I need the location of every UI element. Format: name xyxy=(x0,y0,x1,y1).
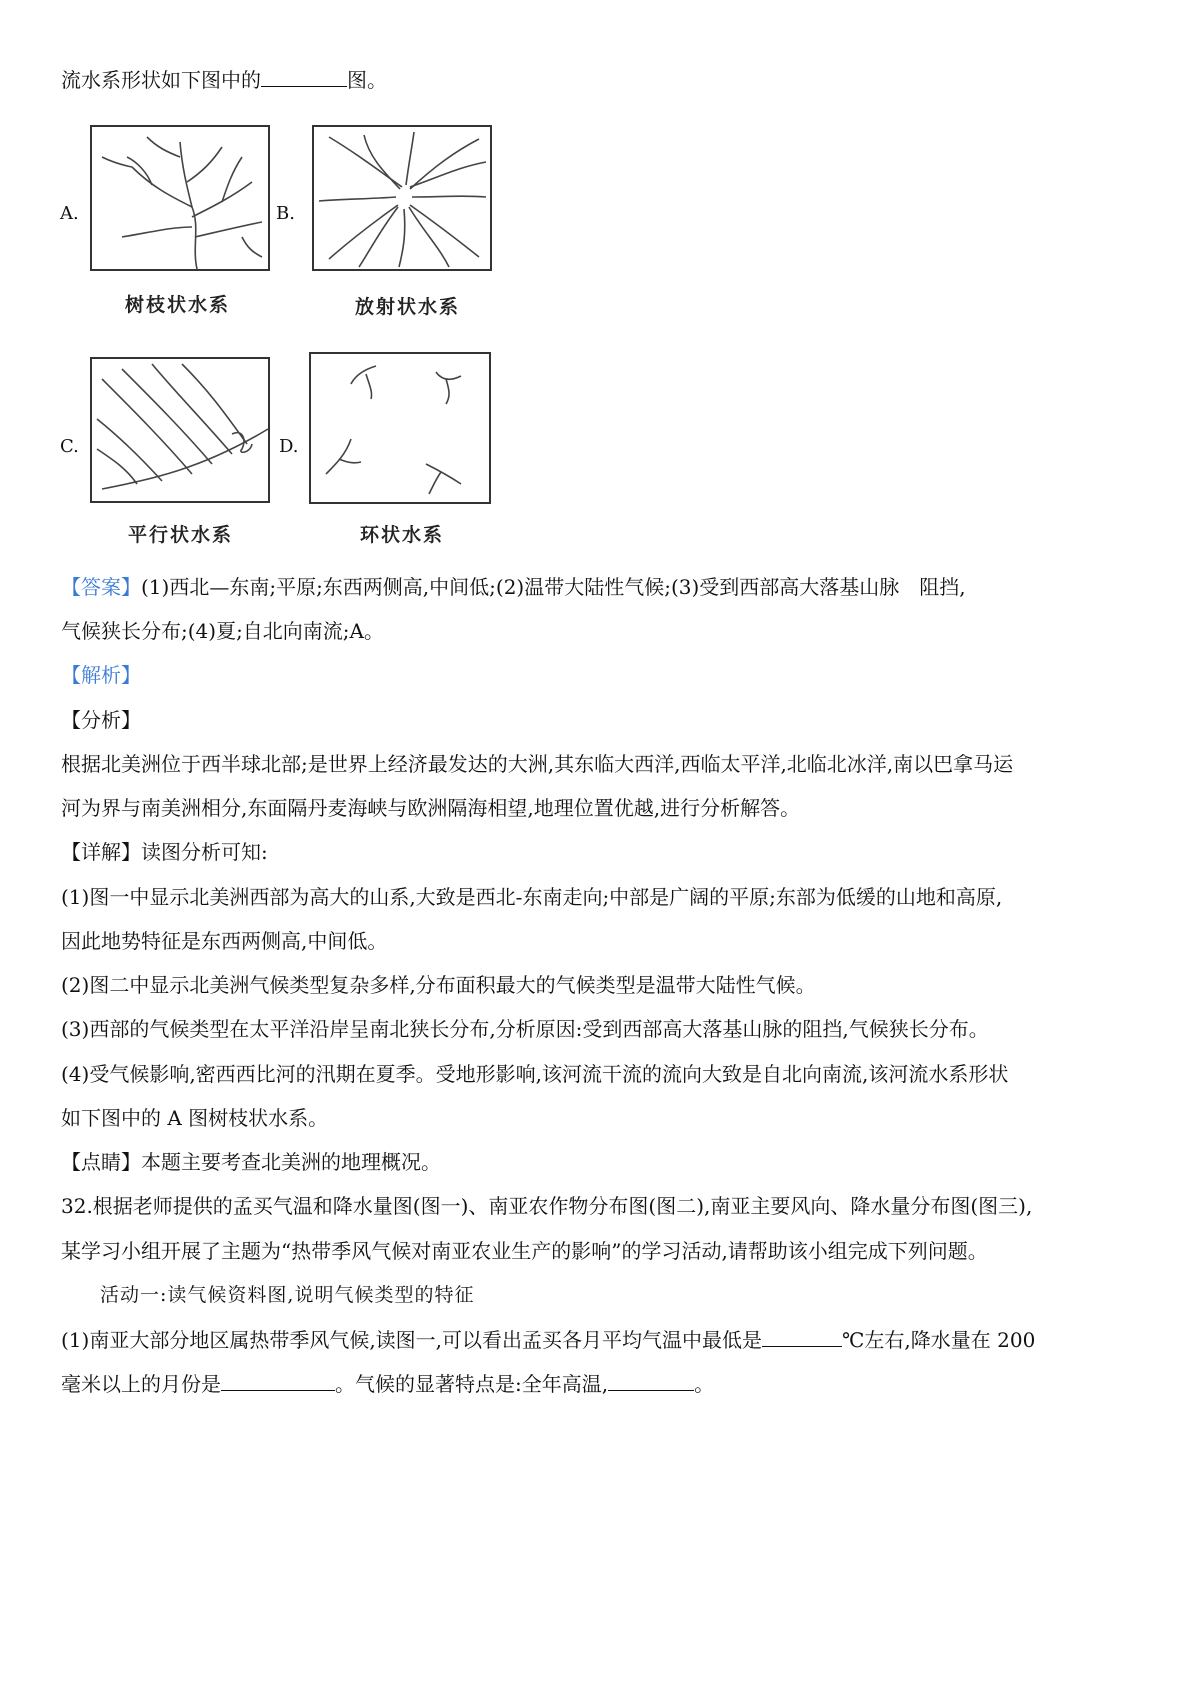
paragraph: (1)图一中显示北美洲西部为高大的山系,大致是西北-东南走向;中部是广阔的平原;东部为低缓的山地和高原, xyxy=(61,885,1003,909)
dendritic-drainage-figure xyxy=(90,125,270,271)
radial-drainage-figure xyxy=(312,125,492,271)
paragraph: 根据北美洲位于西半球北部;是世界上经济最发达的大洲,其东临大西洋,西临太平洋,北临北冰洋,南以巴拿马运 xyxy=(61,752,1014,776)
option-c-label: C. xyxy=(60,436,79,457)
answer-blank[interactable] xyxy=(261,66,347,87)
subquestion-1-line-2 xyxy=(61,1370,714,1397)
answer-line-2: 气候狭长分布;(4)夏;自北向南流;A。 xyxy=(61,619,384,643)
text: 。 xyxy=(694,1372,715,1396)
fenxi-tag: 【分析】 xyxy=(61,708,141,732)
question-fragment xyxy=(61,66,387,93)
option-a-label: A. xyxy=(60,203,79,224)
detail-tag: 【详解】读图分析可知: xyxy=(61,840,268,864)
answer-blank[interactable] xyxy=(608,1370,694,1391)
annular-drainage-figure xyxy=(309,352,491,504)
figure-caption-a: 树枝状水系 xyxy=(125,294,231,316)
paragraph: 因此地势特征是东西两侧高,中间低。 xyxy=(61,929,388,953)
activity-one-heading: 活动一:读气候资料图,说明气候类型的特征 xyxy=(100,1284,475,1306)
text: (1)西北—东南;平原;东西两侧高,中间低;(2)温带大陆性气候;(3)受到西部高大落基山脉 阻挡, xyxy=(141,575,966,599)
answer-line-1 xyxy=(61,574,966,600)
parallel-drainage-drawing xyxy=(92,359,268,501)
paragraph: 河为界与南美洲相分,东面隔丹麦海峡与欧洲隔海相望,地理位置优越,进行分析解答。 xyxy=(61,796,801,820)
figure-caption-c: 平行状水系 xyxy=(128,524,234,546)
question-32-line-2: 某学习小组开展了主题为“热带季风气候对南亚农业生产的影响”的学习活动,请帮助该小组完成下列问题。 xyxy=(61,1239,988,1263)
text: 图。 xyxy=(347,68,387,92)
parallel-drainage-figure xyxy=(90,357,270,503)
figure-caption-b: 放射状水系 xyxy=(355,296,461,318)
question-32-line-1: 32.根据老师提供的孟买气温和降水量图(图一)、南亚农作物分布图(图二),南亚主要风向、降水量分布图(图三), xyxy=(61,1194,1033,1218)
text: 流水系形状如下图中的 xyxy=(61,68,261,92)
radial-drainage-drawing xyxy=(314,127,490,269)
answer-tag: 【答案】 xyxy=(61,575,141,599)
analysis-tag: 【解析】 xyxy=(61,663,141,687)
paragraph: (4)受气候影响,密西西比河的汛期在夏季。受地形影响,该河流干流的流向大致是自北向南流,该河流水系形状 xyxy=(61,1062,1009,1086)
text: (1)南亚大部分地区属热带季风气候,读图一,可以看出孟买各月平均气温中最低是 xyxy=(61,1328,763,1352)
answer-blank[interactable] xyxy=(221,1370,335,1391)
text: 。气候的显著特点是:全年高温, xyxy=(335,1372,609,1396)
text: ℃左右,降水量在 200 xyxy=(842,1328,1036,1352)
text: 毫米以上的月份是 xyxy=(61,1372,221,1396)
option-d-label: D. xyxy=(279,436,299,457)
paragraph: (2)图二中显示北美洲气候类型复杂多样,分布面积最大的气候类型是温带大陆性气候。 xyxy=(61,973,816,997)
paragraph: (3)西部的气候类型在太平洋沿岸呈南北狭长分布,分析原因:受到西部高大落基山脉的阻挡,气候狭长分布。 xyxy=(61,1017,989,1041)
answer-blank[interactable] xyxy=(762,1326,842,1347)
figure-caption-d: 环状水系 xyxy=(360,524,445,546)
option-b-label: B. xyxy=(276,203,295,224)
annular-drainage-drawing xyxy=(311,354,489,502)
subquestion-1-line-1 xyxy=(61,1326,1035,1353)
dendritic-drainage-drawing xyxy=(92,127,268,269)
paragraph: 如下图中的 A 图树枝状水系。 xyxy=(61,1106,329,1130)
dianjing-line: 【点睛】本题主要考查北美洲的地理概况。 xyxy=(61,1150,441,1174)
